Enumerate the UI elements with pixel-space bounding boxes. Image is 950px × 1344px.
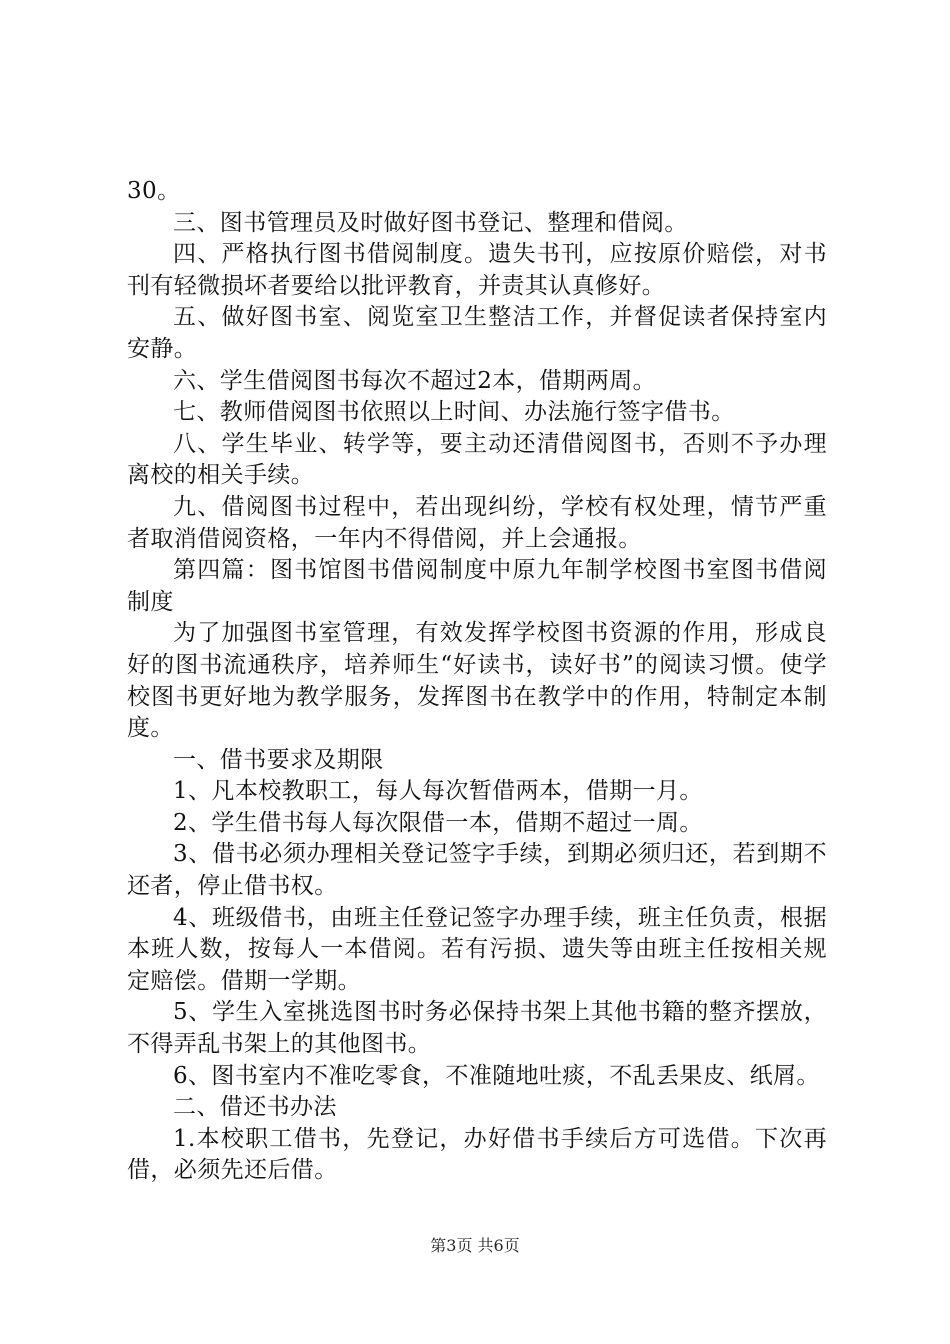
paragraph-7: 九、借阅图书过程中，若出现纠纷，学校有权处理，情节严重者取消借阅资格，一年内不得借阅，并上会通报。 — [127, 493, 827, 552]
paragraph-11: 1、凡本校教职工，每人每次暂借两本，借期一月。 — [173, 778, 703, 805]
paragraph-12: 2、学生借书每人每次限借一本，借期不超过一周。 — [173, 809, 703, 836]
page-number-label: 第3页 共6页 — [430, 1236, 520, 1255]
subheading-return-method: 二、借还书办法 — [173, 1094, 337, 1121]
paragraph-15: 5、学生入室挑选图书时务必保持书架上其他书籍的整齐摆放，不得弄乱书架上的其他图书。 — [127, 999, 827, 1058]
paragraph-5: 七、教师借阅图书依照以上时间、办法施行签字借书。 — [173, 399, 735, 426]
paragraph-13: 3、借书必须办理相关登记签字手续，到期必须归还，若到期不还者，停止借书权。 — [127, 841, 827, 900]
document-body — [127, 176, 827, 1187]
paragraph-1: 三、图书管理员及时做好图书登记、整理和借阅。 — [173, 209, 688, 236]
paragraph-9: 为了加强图书室管理，有效发挥学校图书资源的作用，形成良好的图书流通秩序，培养师生“好读书，读好书”的阅读习惯。使学校图书更好地为教学服务，发挥图书在教学中的作用，特制定本制度。 — [127, 620, 827, 742]
subheading-borrow-requirements: 一、借书要求及期限 — [173, 746, 384, 773]
page-footer — [0, 1236, 950, 1256]
paragraph-4: 六、学生借阅图书每次不超过2本，借期两周。 — [173, 367, 657, 394]
section-heading-4: 第四篇：图书馆图书借阅制度中原九年制学校图书室图书借阅制度 — [127, 557, 827, 615]
paragraph-3: 五、做好图书室、阅览室卫生整洁工作，并督促读者保持室内安静。 — [127, 304, 827, 362]
paragraph-0: 30。 — [127, 178, 181, 204]
paragraph-16: 6、图书室内不准吃零食，不准随地吐痰，不乱丢果皮、纸屑。 — [173, 1062, 820, 1089]
paragraph-2: 四、严格执行图书借阅制度。遗失书刊，应按原价赔偿，对书刊有轻微损坏者要给以批评教育，并责其认真修好。 — [127, 241, 827, 299]
paragraph-18: 1.本校职工借书，先登记，办好借书手续后方可选借。下次再借，必须先还后借。 — [127, 1125, 827, 1184]
paragraph-14: 4、班级借书，由班主任登记签字办理手续，班主任负责，根据本班人数，按每人一本借阅。若有污损、遗失等由班主任按相关规定赔偿。借期一学期。 — [127, 904, 827, 994]
paragraph-6: 八、学生毕业、转学等，要主动还清借阅图书，否则不予办理离校的相关手续。 — [127, 430, 827, 489]
